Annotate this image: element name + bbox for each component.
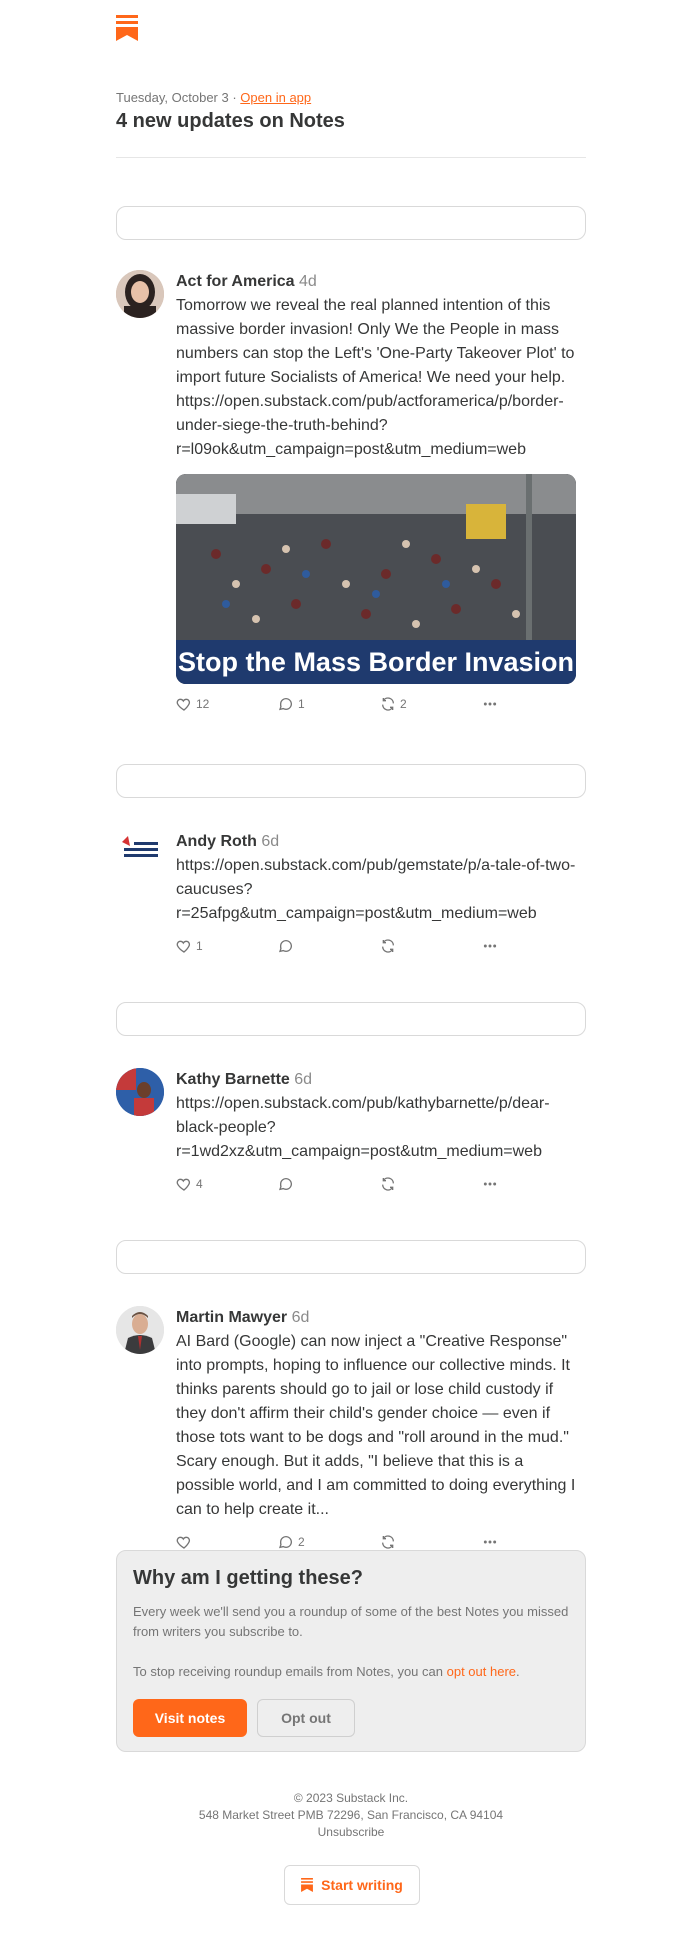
heart-icon [176,696,192,712]
substack-logo-icon [301,1878,313,1892]
like-button[interactable] [176,696,209,712]
image-caption: Stop the Mass Border Invasion [176,640,576,684]
restack-icon [380,938,396,954]
comment-button[interactable] [278,1534,305,1550]
note-actions [176,938,576,962]
like-button[interactable] [176,1534,196,1550]
heart-icon [176,1534,192,1550]
divider [116,157,586,158]
stop-receiving-text [133,1662,569,1682]
restack-button[interactable] [380,938,400,954]
restack-button[interactable] [380,1534,400,1550]
restack-icon [380,1534,396,1550]
start-writing-label: Start writing [321,1877,403,1893]
note-actions [176,1176,576,1200]
address: 548 Market Street PMB 72296, San Francisco, CA 94104 [198,1808,504,1822]
restack-icon [380,696,396,712]
author-name[interactable]: Act for America [176,273,295,290]
comment-button[interactable] [278,696,305,712]
open-in-app-link[interactable]: Open in app [240,90,312,105]
restack-button[interactable] [380,696,407,712]
author-name[interactable]: Martin Mawyer [176,1309,288,1326]
why-card [116,1550,586,1752]
note-actions [176,696,576,720]
author-name[interactable]: Kathy Barnette [176,1071,290,1088]
stop-suffix: . [516,1664,520,1679]
more-button[interactable] [482,1176,498,1192]
more-icon [482,696,498,712]
comment-count: 1 [298,697,305,711]
why-title: Why am I getting these? [133,1567,364,1589]
avatar[interactable] [116,1306,164,1354]
restack-count: 2 [400,697,407,711]
comment-icon [278,1176,294,1192]
note-age: 4d [299,273,317,290]
avatar-photo [116,1306,164,1354]
note-text: Tomorrow we reveal the real planned intention of this massive border invasion! Only We the People in mass numbers can stop the Left's 'One-Party Takeover Plot' to import future Socialists of America! We need your help. https://open.substack.com/pub/actforamerica/p/border-under-siege-the-truth-behind?r=l09ok&utm_campaign=post&utm_medium=web [176,297,575,458]
more-button[interactable] [482,938,498,954]
unsubscribe-link[interactable]: Unsubscribe [317,1825,385,1839]
note-reply-box[interactable] [116,764,586,798]
more-button[interactable] [482,696,498,712]
copyright: © 2023 Substack Inc. [293,1791,409,1805]
note-text: AI Bard (Google) can now inject a "Creative Response" into prompts, hoping to influence our collective minds. It thinks parents should go to jail or lose child custody if they don't affirm their child's gender choice — even if those tots want to be dogs and "roll around in the mud." Scary enough. But it adds, "I believe that this is a possible world, and I am committed to doing everything I can to help create it... [176,1333,576,1518]
author-name[interactable]: Andy Roth [176,833,257,850]
avatar[interactable] [116,270,164,318]
note-reply-box[interactable] [116,206,586,240]
date-line [116,90,311,105]
comment-count: 2 [298,1535,305,1549]
author-line [176,830,576,854]
note-age: 6d [261,833,280,850]
restack-icon [380,1176,396,1192]
more-icon [482,938,498,954]
note-reply-box[interactable] [116,1240,586,1274]
note-text: https://open.substack.com/pub/kathybarnette/p/dear-black-people?r=1wd2xz&utm_campaign=post&utm_medium=web [176,1095,550,1160]
like-count: 4 [196,1177,203,1191]
more-icon [482,1176,498,1192]
author-line [176,1306,576,1330]
note-age: 6d [294,1071,313,1088]
heart-icon [176,938,192,954]
avatar-photo [116,270,164,318]
author-line [176,270,576,294]
note-image[interactable] [176,474,576,684]
substack-logo-icon [116,15,138,41]
footer [116,1790,586,1841]
avatar-photo [116,830,164,878]
like-button[interactable] [176,938,203,954]
comment-button[interactable] [278,1176,298,1192]
heart-icon [176,1176,192,1192]
like-button[interactable] [176,1176,203,1192]
more-button[interactable] [482,1534,498,1550]
comment-icon [278,938,294,954]
author-line [176,1068,576,1092]
stop-text: To stop receiving roundup emails from Notes, you can [133,1664,443,1679]
opt-out-button[interactable]: Opt out [257,1699,355,1737]
comment-icon [278,1534,294,1550]
why-description: Every week we'll send you a roundup of some of the best Notes you missed from writers you subscribe to. [133,1604,569,1639]
note-text: https://open.substack.com/pub/gemstate/p/a-tale-of-two-caucuses?r=25afpg&utm_campaign=post&utm_medium=web [176,857,576,922]
date-text: Tuesday, October 3 · [116,90,237,105]
avatar[interactable] [116,1068,164,1116]
comment-button[interactable] [278,938,298,954]
start-writing-button[interactable] [284,1865,420,1905]
more-icon [482,1534,498,1550]
like-count: 1 [196,939,203,953]
avatar-photo [116,1068,164,1116]
opt-out-link[interactable]: opt out here [446,1664,517,1679]
note-age: 6d [291,1309,310,1326]
restack-button[interactable] [380,1176,400,1192]
like-count: 12 [196,697,210,711]
visit-notes-button[interactable]: Visit notes [133,1699,247,1737]
avatar[interactable] [116,830,164,878]
page-title: 4 new updates on Notes [116,110,345,132]
comment-icon [278,696,294,712]
note-reply-box[interactable] [116,1002,586,1036]
